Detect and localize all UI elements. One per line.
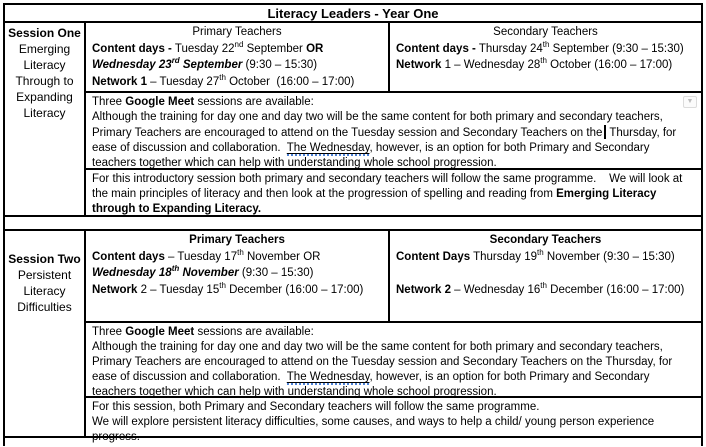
session-one-google-meet-cell[interactable] xyxy=(84,91,701,168)
session-one-block xyxy=(5,23,701,217)
secondary-teachers-dates: Content days - Thursday 24th September (9:30 – 15:30) Network 1 – Wednesday 28th October (16:00 – 17:00) xyxy=(396,39,684,71)
spacer-row xyxy=(5,217,701,231)
programme-text: For this introductory session both primary and secondary teachers will follow the same programme. We will look at the main principles of literacy and then look at the progression of spelling and reading from Emerging Literacy through to Expanding Literacy. xyxy=(92,173,686,215)
session-two-google-meet-cell[interactable] xyxy=(84,321,701,396)
primary-teachers-header: Primary Teachers xyxy=(189,234,285,246)
session-label-subtitle: Emerging Literacy Through to Expanding Literacy xyxy=(15,42,74,120)
session-one-label-cell[interactable] xyxy=(5,23,84,215)
programme-text: For this session, both Primary and Secondary teachers will follow the same programme. We will explore persistent literacy difficulties, some causes, and ways to help a child/ young person experience progress. xyxy=(92,401,658,443)
session-two-block xyxy=(5,231,701,443)
session-two-label-cell[interactable] xyxy=(5,231,84,436)
grammar-squiggle-text: The Wednesday xyxy=(286,142,370,154)
grammar-squiggle-text: The Wednesday xyxy=(286,371,370,383)
session-two-secondary-cell[interactable] xyxy=(388,231,701,321)
secondary-teachers-dates: Content Days Thursday 19th November (9:30 – 15:30) Network 2 – Wednesday 16th December (16:00 – 17:00) xyxy=(396,247,685,296)
dropdown-marker-icon[interactable]: ▼ xyxy=(683,96,697,108)
session-label-title: Session Two xyxy=(8,252,81,266)
session-one-secondary-cell[interactable] xyxy=(388,23,701,91)
document-canvas[interactable] xyxy=(3,3,703,446)
session-label-subtitle: Persistent Literacy Difficulties xyxy=(17,268,72,314)
session-label-title: Session One xyxy=(8,26,81,40)
session-one-primary-cell[interactable] xyxy=(84,23,388,91)
session-two-primary-cell[interactable] xyxy=(84,231,388,321)
google-meet-text: Three Google Meet sessions are available: Although the training for day one and day two will be the same content for both primary and secondary teachers, Primary Teachers are encouraged to attend on the Tuesday session and Secondary Teachers on the Thursday, for ease of discussion and collaboration. The Wednesday, however, is an option for both Primary and Secondary teachers together which can help with understanding whole school progression. xyxy=(92,326,676,398)
primary-teachers-dates: Content days – Tuesday 17th November OR Wednesday 18th November (9:30 – 15:30) Network 2 – Tuesday 15th December (16:00 – 17:00) xyxy=(92,247,364,296)
google-meet-text: Three Google Meet sessions are available: Although the training for day one and day two will be the same content for both primary and secondary teachers, Primary Teachers are encouraged to attend on the Tuesday session and Secondary Teachers on the Thursday, for ease of discussion and collaboration. The Wednesday, however, is an option for both Primary and Secondary teachers together which can help with understanding whole school progression. xyxy=(92,96,680,169)
document-title: Literacy Leaders - Year One xyxy=(5,5,701,23)
primary-teachers-dates: Content days - Tuesday 22nd September OR Wednesday 23rd September (9:30 – 15:30) Network 1 – Tuesday 27th October (16:00 – 17:00) xyxy=(92,39,355,88)
secondary-teachers-header: Secondary Teachers xyxy=(493,26,598,38)
primary-teachers-header: Primary Teachers xyxy=(192,26,282,38)
secondary-teachers-header: Secondary Teachers xyxy=(489,234,602,246)
session-two-programme-cell[interactable] xyxy=(84,396,701,443)
session-one-programme-cell[interactable] xyxy=(84,168,701,215)
